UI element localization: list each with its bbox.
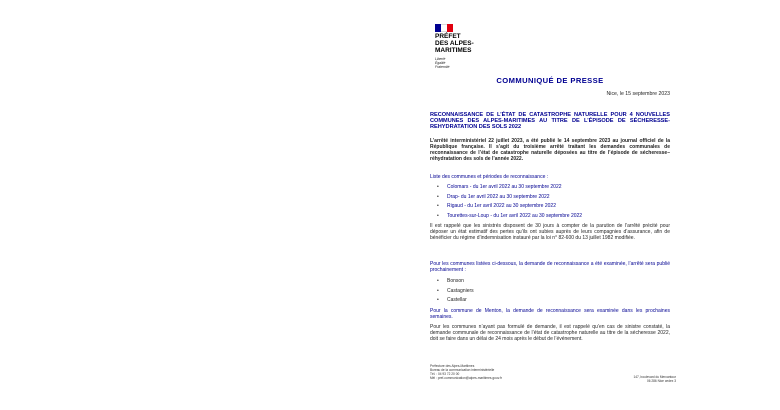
motto-line: Fraternité [435,65,450,70]
motto-line: Liberté [435,57,446,62]
list-item: • Castellar [437,296,670,306]
commune-period: - du 1er avril 2022 au 30 septembre 2022 [457,193,550,200]
recognized-communes-list [437,183,670,221]
prefecture-name [435,34,495,54]
list-item [437,202,670,212]
prefecture-name-line: DES ALPES- [435,39,474,47]
footer-line: 06 286 Nice cedex 3 [646,379,676,384]
prefecture-logo [435,24,495,69]
commune-name: Tourettes-sur-Loup [447,212,489,219]
list-item [437,212,670,222]
deadline-paragraph: Pour les communes n’ayant pas formulé de demande, il est rappelé qu’en cas de sinistre constaté, la demande communale de reconnaissance de l’état de catastrophe naturelle au titre de la sécheresse 2022, doit se faire dans un délai de 24 mois après le début de l’événement. [430,324,670,342]
insurance-reminder-paragraph: Il est rappelé que les sinistrés disposent de 30 jours à compter de la parution de l’arrêté précité pour déposer un état estimatif des pertes qu’ils ont subies auprès de leurs compagnies d’assurance, afin de bénéficier du régime d’indemnisation instauré par la loi n° 82-600 du 13 juillet 1982 modifiée. [430,223,670,241]
prefecture-name-line: PRÉFET [435,33,461,40]
footer-line: Tél. : 04 93 72 20 00 [430,372,460,377]
commune-name: Drap [447,193,458,200]
footer-line: 147, boulevard du Mercantour [633,375,676,379]
footer-address [575,375,676,383]
republic-motto [435,57,495,69]
pending-communes-paragraph: Pour les communes listées ci-dessous, la demande de reconnaissance a été examinée, l’arrêté sera publié prochainement : [430,261,670,273]
document-date: Nice, le 15 septembre 2023 [606,91,670,97]
communes-list-title: Liste des communes et périodes de reconnaissance : [430,174,549,180]
list-item [437,193,670,203]
list-item [437,183,670,193]
commune-period: - du 1er avril 2022 au 30 septembre 2022 [462,203,556,209]
menton-paragraph: Pour la commune de Menton, la demande de reconnaissance sera examinée dans les prochaines semaines. [430,308,670,320]
footer-line: Préfecture des Alpes-Maritimes [430,364,475,368]
footer-line: Bureau de la communication interministérielle [430,368,495,373]
commune-period: - du 1er avril 2022 au 30 septembre 2022 [468,184,562,190]
pending-communes-list [437,277,670,306]
motto-line: Égalité [435,61,446,66]
prefecture-name-line: MARITIMES [435,46,472,54]
intro-paragraph: L’arrêté interministériel 22 juillet 2023, a été publié le 14 septembre 2023 au journal officiel de la République française. Il s’agit du troisième arrêté traitant les demandes communales de reconnaissance de l’état de catastrophe naturelle déposées au titre de l’épisode de sécheresse–réhydratation des sols de l’année 2022. [430,138,670,162]
document-title: COMMUNIQUÉ DE PRESSE [496,76,604,85]
commune-name: Colomars [447,184,469,190]
marianne-flag-icon [435,24,453,32]
commune-period: - du 1er avril 2022 au 30 septembre 2022 [488,212,583,219]
commune-name: Rigaud [447,203,463,209]
footer-contact [430,364,570,380]
headline: RECONNAISSANCE DE L’ÉTAT DE CATASTROPHE NATURELLE POUR 4 NOUVELLES COMMUNES DES ALPES-MARITIMES AU TITRE DE L’ÉPISODE DE SÉCHERESSE-REHYDRATATION DES SOLS 2022 [430,112,670,131]
list-item: • Bonson [437,277,670,287]
list-item: • Castagniers [437,287,670,297]
footer-email: Mél : pref-communication@alpes-maritimes.gouv.fr [430,376,502,381]
